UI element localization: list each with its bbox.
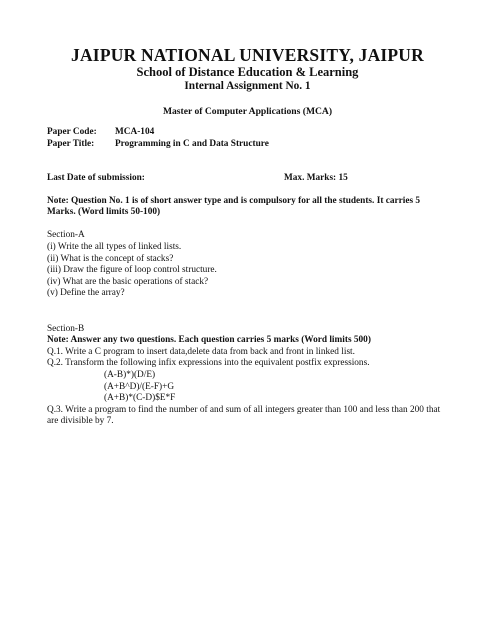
section-b-note: Note: Answer any two questions. Each question carries 5 marks (Word limits 500): [47, 335, 371, 345]
section-a-item: (iv) What are the basic operations of stack?: [47, 277, 209, 287]
section-a-note: Note: Question No. 1 is of short answer type and is compulsory for all the students. It carries 5 Marks. (Word limits 50-100): [47, 196, 421, 217]
paper-title-value: Programming in C and Data Structure: [115, 139, 269, 149]
max-marks: Max. Marks: 15: [284, 173, 348, 183]
paper-title-label: Paper Title:: [47, 139, 95, 149]
section-b-heading: Section-B: [47, 324, 85, 334]
program-name: Master of Computer Applications (MCA): [162, 106, 333, 117]
paper-code-label: Paper Code:: [47, 127, 97, 137]
section-a-item: (i) Write the all types of linked lists.: [47, 242, 182, 252]
section-a-heading: Section-A: [47, 230, 85, 240]
assignment-title: Internal Assignment No. 1: [184, 80, 311, 92]
last-date-label: Last Date of submission:: [47, 173, 145, 183]
question-1: Q.1. Write a C program to insert data,delete data from back and front in linked list.: [47, 347, 355, 357]
infix-expression: (A+B^D)/(E-F)+G: [104, 382, 175, 392]
question-3: Q.3. Write a program to find the number of and sum of all integers greater than 100 and less than 200 that are divisible by 7.: [47, 405, 441, 426]
infix-expression: (A-B)*)(D/E): [104, 370, 156, 380]
paper-code-value: MCA-104: [115, 127, 155, 137]
section-a-item: (iii) Draw the figure of loop control structure.: [47, 265, 217, 275]
infix-expression: (A+B)*(C-D)$E*F: [104, 393, 176, 403]
section-a-item: (ii) What is the concept of stacks?: [47, 254, 174, 264]
question-2: Q.2. Transform the following infix expressions into the equivalent postfix expressions.: [47, 358, 370, 368]
section-a-item: (v) Define the array?: [47, 288, 125, 298]
school-name: School of Distance Education & Learning: [136, 65, 359, 79]
university-name: JAIPUR NATIONAL UNIVERSITY, JAIPUR: [71, 45, 424, 65]
